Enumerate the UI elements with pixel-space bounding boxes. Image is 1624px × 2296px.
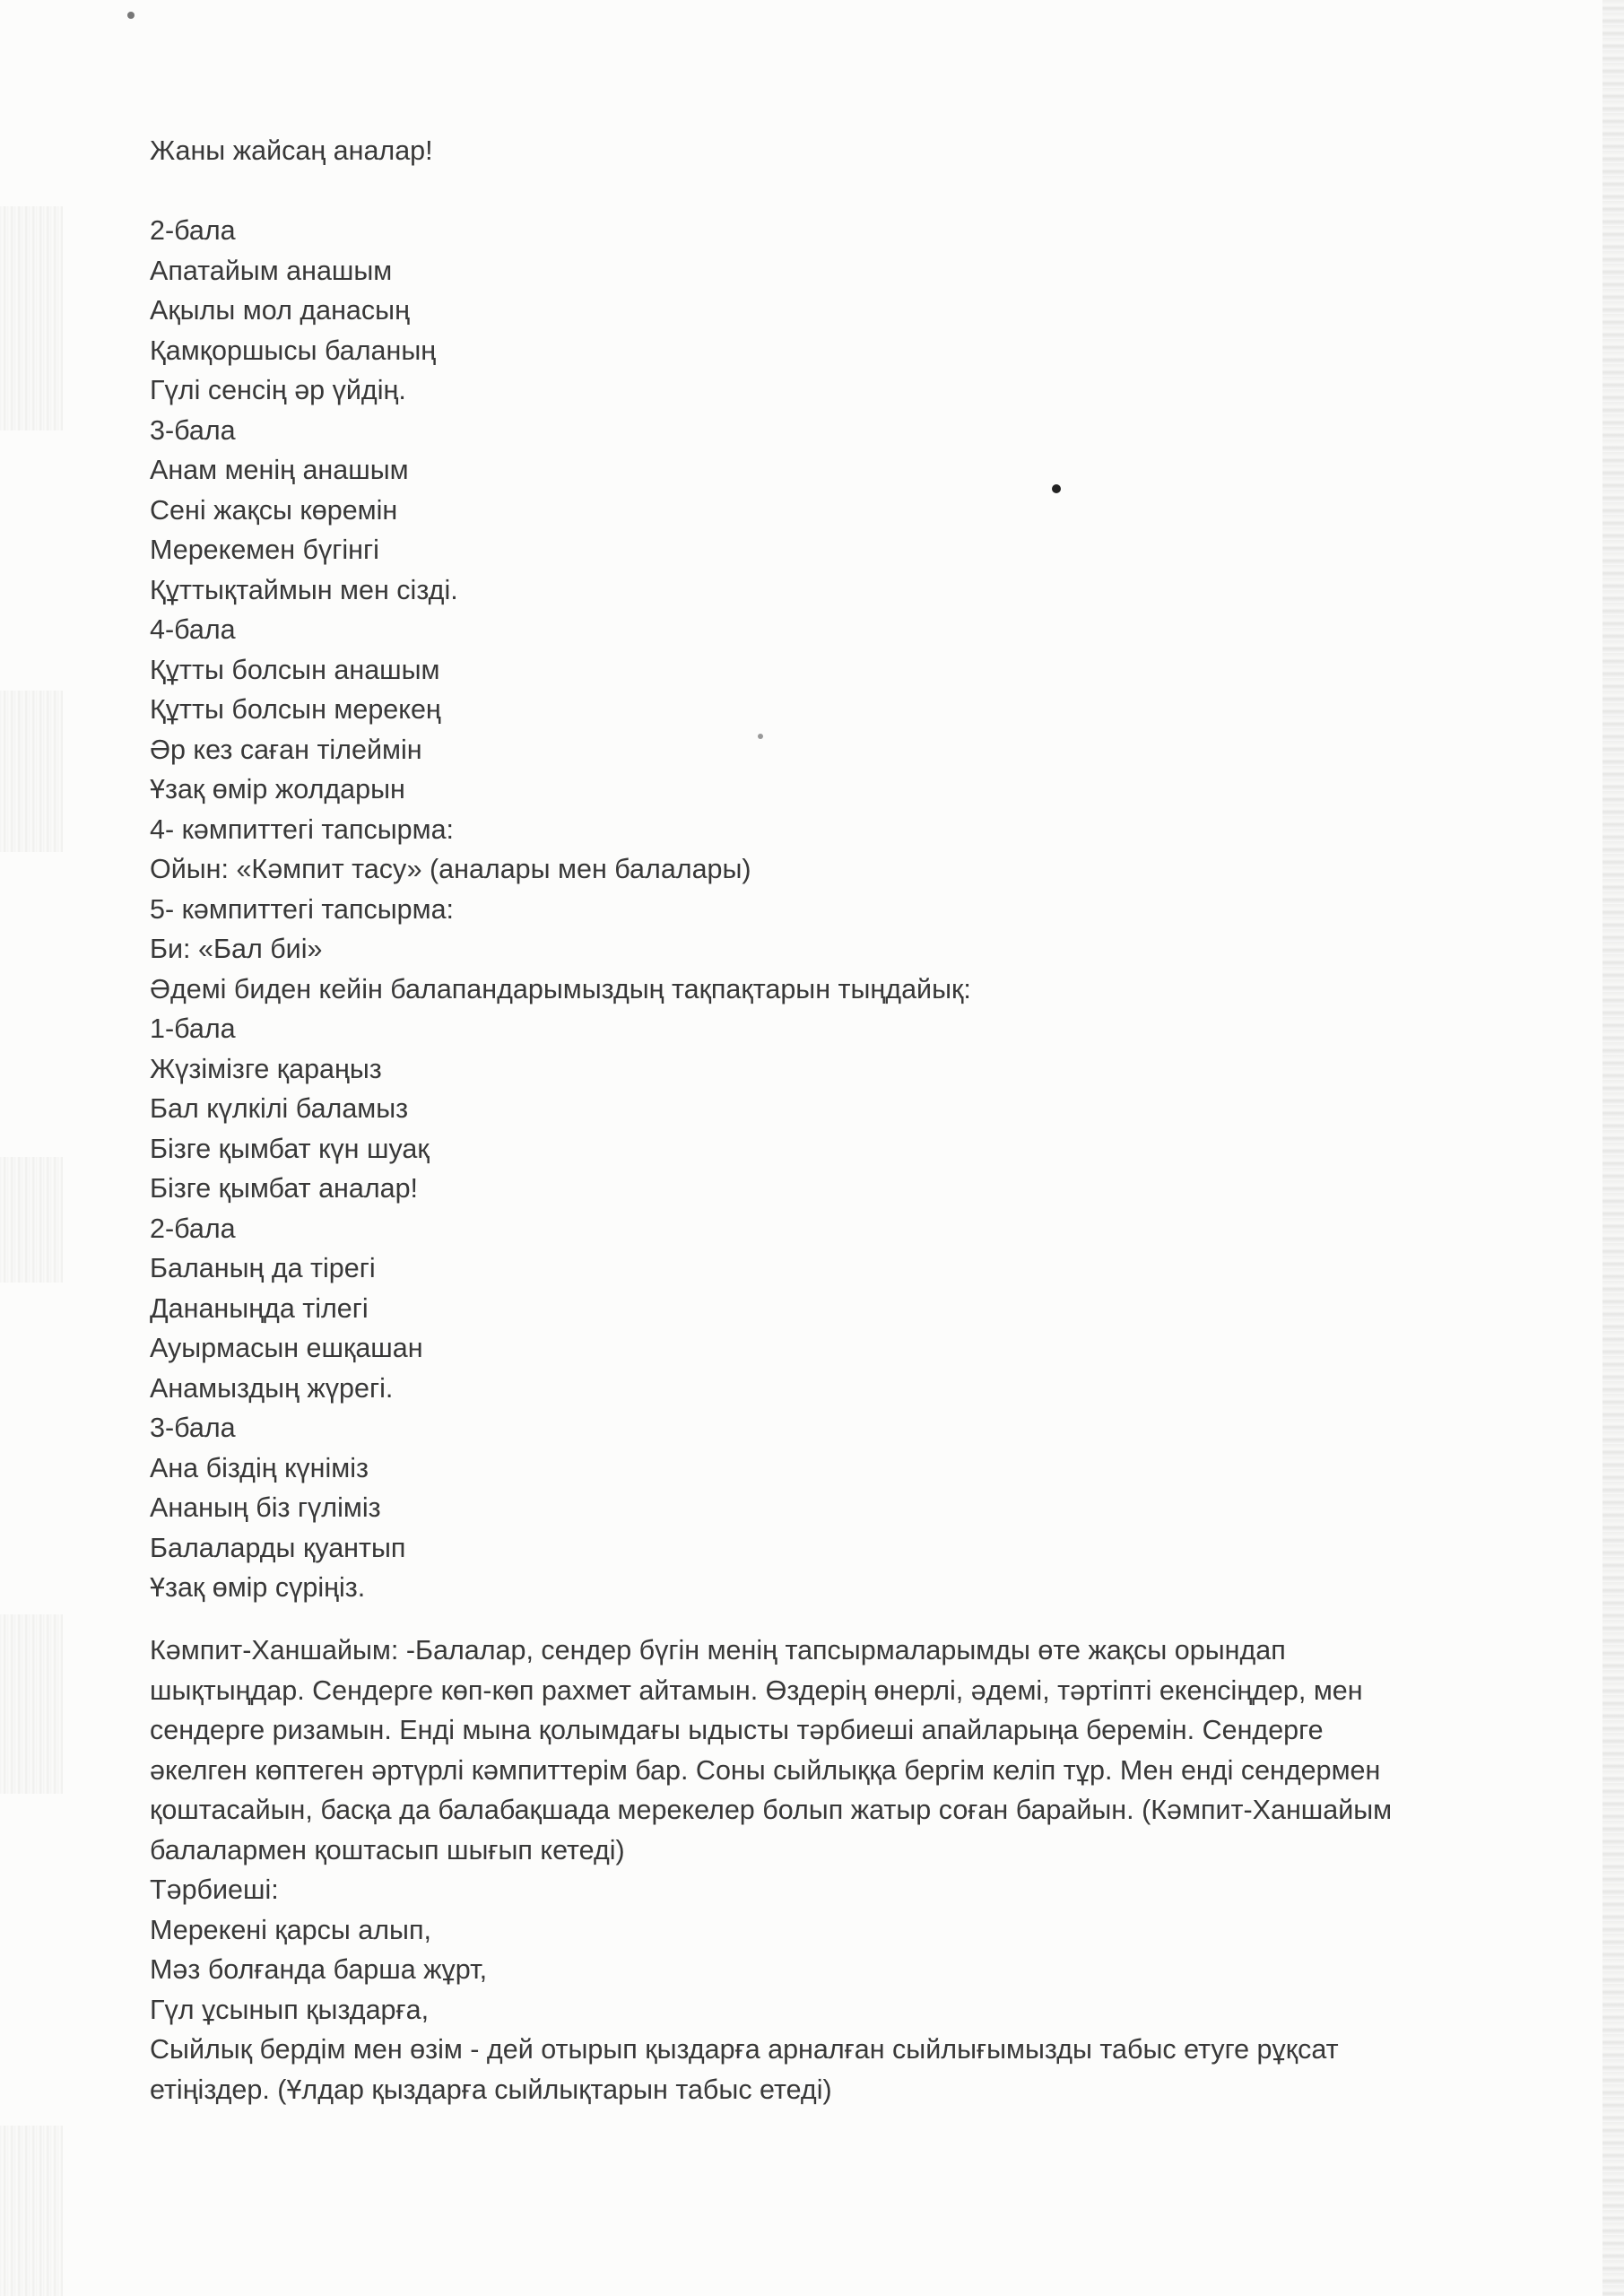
text-line: Гүлі сенсің әр үйдің. [150, 375, 406, 405]
text-line: шықтыңдар. Сендерге көп-көп рахмет айтамын. Өздерің өнерлі, әдемі, тәртіпті екенсіңдер, мен [150, 1674, 1363, 1706]
text-line: сендерге ризамын. Енді мына қолымдағы ыдысты тәрбиеші апайларыңа беремін. Сендерге [150, 1715, 1324, 1745]
scan-margin-noise [0, 1157, 63, 1283]
scan-margin-noise [0, 691, 63, 852]
scan-edge-shadow [1602, 0, 1624, 2296]
text-line: Бізге қымбат күн шуақ [150, 1133, 430, 1164]
scan-margin-noise [0, 2126, 63, 2296]
text-line: етіңіздер. (Ұлдар қыздарға сыйлықтарын табыс етеді) [150, 2074, 832, 2105]
blank-line [150, 171, 1531, 212]
text-line: Жаны жайсаң аналар! [150, 135, 433, 166]
text-line: Мерекемен бүгінгі [150, 535, 379, 565]
text-line: Бал күлкілі баламыз [150, 1093, 409, 1124]
text-line: Ойын: «Кәмпит тасу» (аналары мен балалары) [150, 854, 751, 884]
text-line: Мәз болғанда барша жұрт, [150, 1954, 488, 1985]
text-line: Сені жақсы көремін [150, 494, 398, 526]
text-line: Сыйлық бердім мен өзім - дей отырып қыздарға арналған сыйлығымызды табыс етуге рұқсат [150, 2034, 1339, 2065]
document-text-bottom [150, 1631, 1531, 2109]
text-line: Ана біздің күніміз [150, 1452, 369, 1483]
scan-margin-noise [0, 1614, 63, 1794]
text-line: Ұзақ өмір сүріңіз. [150, 1572, 366, 1603]
text-line: қоштасайын, басқа да балабақшада мерекелер болып жатыр соған барайын. (Кәмпит-Ханшайым [150, 1795, 1393, 1825]
text-line: 3-бала [150, 1413, 236, 1443]
text-line: 2-бала [150, 215, 236, 246]
text-line: 5- кәмпиттегі тапсырма: [150, 893, 454, 925]
text-line: Апатайым анашым [150, 255, 393, 286]
text-line: Би: «Бал биі» [150, 934, 323, 964]
text-line: Тәрбиеші: [150, 1874, 279, 1905]
text-line: 3-бала [150, 414, 236, 446]
text-line: Құтты болсын анашым [150, 654, 440, 685]
text-line: Ұзақ өмір жолдарын [150, 774, 405, 804]
text-line: Кәмпит-Ханшайым: -Балалар, сендер бүгін менің тапсырмаларымды өте жақсы орындап [150, 1635, 1286, 1665]
text-line: балалармен қоштасып шығып кетеді) [150, 1834, 625, 1866]
text-line: Анам менің анашым [150, 455, 409, 485]
text-line: Мерекені қарсы алып, [150, 1914, 431, 1945]
text-line: 4- кәмпиттегі тапсырма: [150, 813, 454, 845]
text-line: Құтты болсын мерекең [150, 694, 441, 725]
text-line: Дананыңда тілегі [150, 1292, 369, 1324]
text-line: Әдемі биден кейін балапандарымыздың тақпақтарын тыңдайық: [150, 973, 971, 1004]
text-line: Әр кез саған тілеймін [150, 734, 422, 765]
text-line: Қамқоршысы баланың [150, 335, 437, 366]
text-line: Анамыздың жүрегі. [150, 1372, 394, 1404]
text-line: Ауырмасын ешқашан [150, 1333, 423, 1363]
text-line: Ақылы мол данасың [150, 295, 410, 326]
text-line: Құттықтаймын мен сізді. [150, 574, 458, 605]
text-line: әкелген көптеген әртүрлі кәмпиттерім бар. Соны сыйлыққа бергім келіп тұр. Мен енді сендермен [150, 1754, 1381, 1786]
text-line: 2-бала [150, 1213, 236, 1244]
scan-margin-noise [0, 206, 63, 430]
document-text-top [150, 131, 1531, 1608]
text-line: Бізге қымбат аналар! [150, 1173, 419, 1204]
text-line: 4-бала [150, 614, 236, 645]
text-line: Жүзімізге қараңыз [150, 1053, 382, 1084]
text-line: 1-бала [150, 1013, 236, 1044]
text-line: Баланың да тірегі [150, 1253, 376, 1283]
text-line: Гүл ұсынып қыздарға, [150, 1994, 430, 2025]
scan-speck [127, 12, 135, 19]
text-line: Ананың біз гүліміз [150, 1492, 381, 1523]
text-line: Балаларды қуантып [150, 1532, 406, 1563]
